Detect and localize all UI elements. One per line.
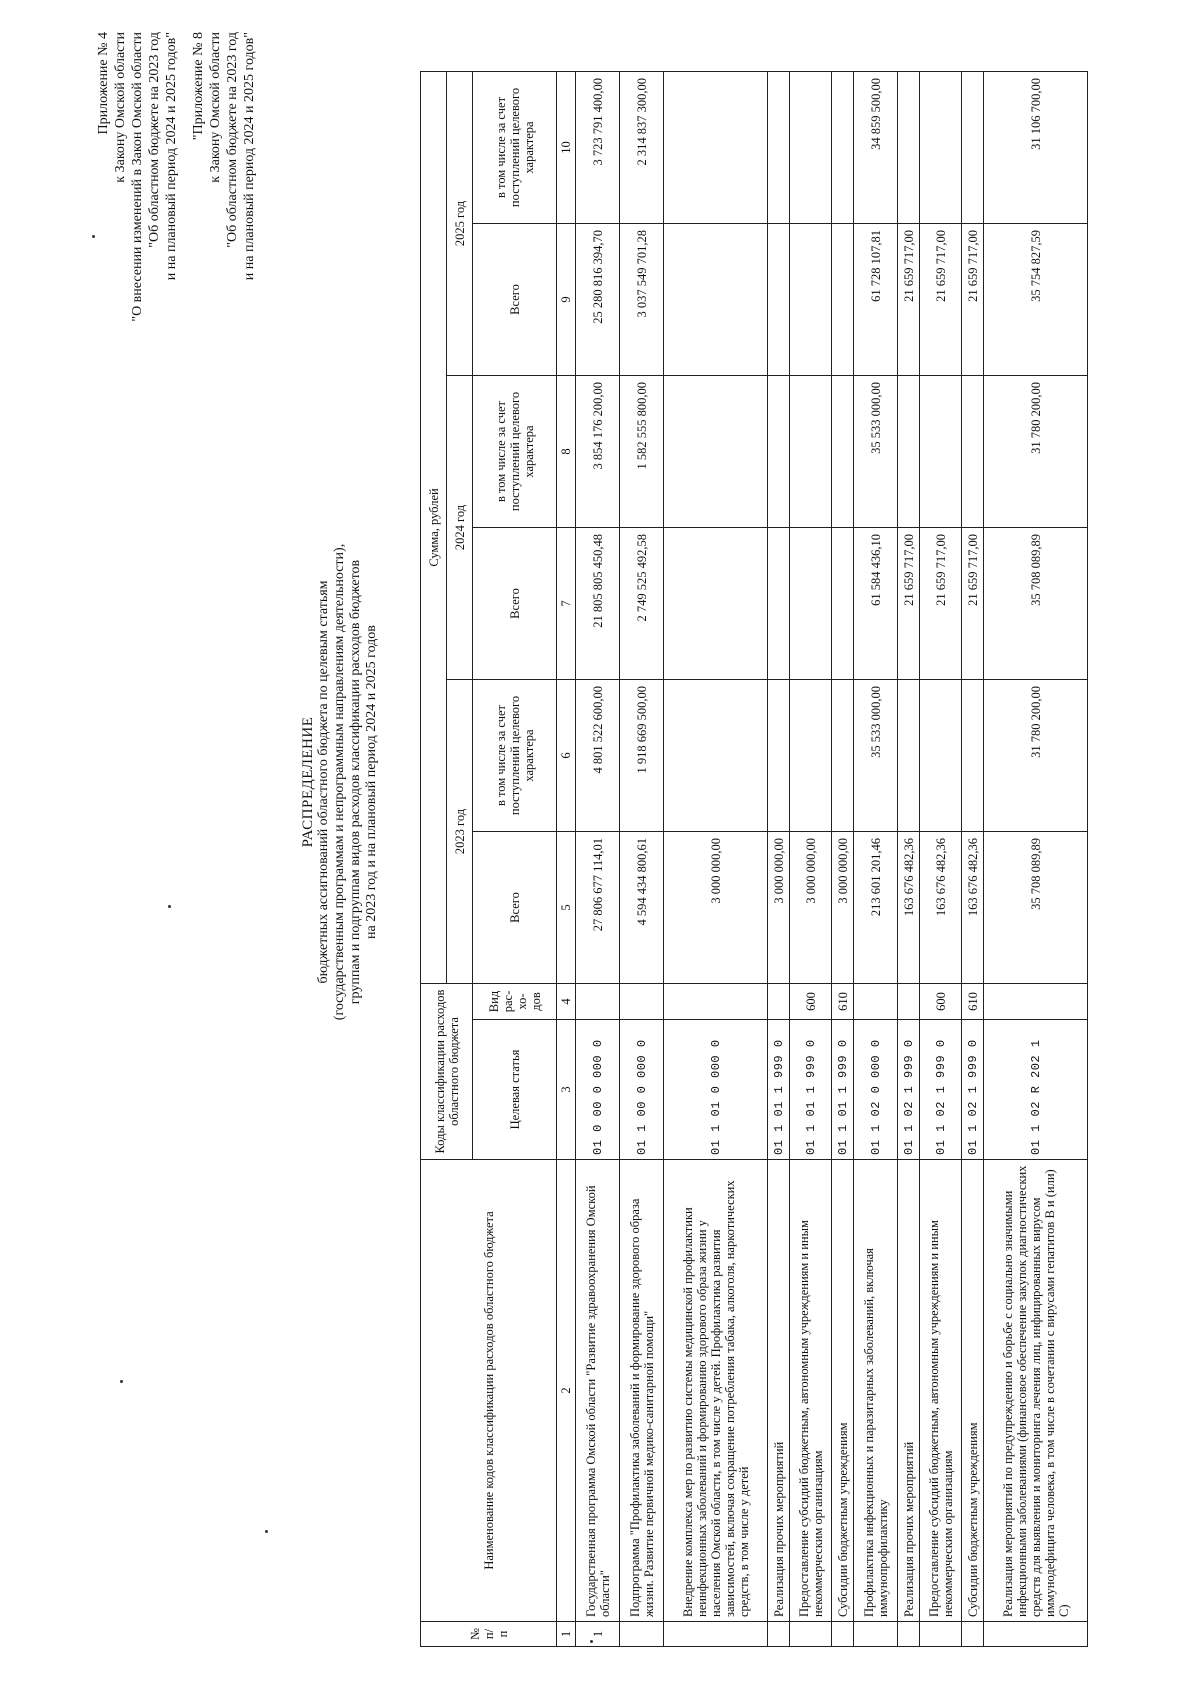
title-line: на 2023 год и на плановый период 2024 и 2025 годов: [364, 625, 379, 939]
incl-2023: 35 533 000,00: [854, 680, 898, 832]
total-2025: [664, 224, 768, 376]
header-incl-2023: в том числе за счет поступлений целевого характера: [473, 680, 557, 832]
total-2024: [790, 528, 832, 680]
row-number: [854, 1622, 898, 1647]
total-2023: 3 000 000,00: [768, 832, 790, 984]
incl-2024: [664, 376, 768, 528]
table-row: [920, 71, 962, 1646]
row-number: [962, 1622, 984, 1647]
target-code: 01 1 02 0 000 0: [854, 1020, 898, 1160]
target-code: 01 1 01 0 000 0: [664, 1020, 768, 1160]
table-row: [962, 71, 984, 1646]
incl-2025: 31 106 700,00: [984, 71, 1088, 223]
appendix-period: и на плановый период 2024 и 2025 годов": [164, 32, 179, 281]
table-row: [790, 71, 832, 1646]
total-2024: [832, 528, 854, 680]
total-2025: 21 659 717,00: [962, 224, 984, 376]
document-title: [300, 432, 380, 1132]
header-incl-2024: в том числе за счет поступлений целевого характера: [473, 376, 557, 528]
incl-2023: [664, 680, 768, 832]
expense-kind: [620, 984, 664, 1020]
row-name: Внедрение комплекса мер по развитию системы медицинской профилактики неинфекционных заболеваний и формированию здорового образа жизни у населения Омской области, в том числе у детей. Профилактика развития зависимостей, включая сокращение потребления табака, алкоголя, наркотических средств, в том числе у детей: [664, 1160, 768, 1622]
table-row: [768, 71, 790, 1646]
incl-2023: [920, 680, 962, 832]
total-2024: 21 805 805 450,48: [576, 528, 620, 680]
row-name: Профилактика инфекционных и паразитарных заболеваний, включая иммунопрофилактику: [854, 1160, 898, 1622]
row-number: [832, 1622, 854, 1647]
incl-2025: [790, 71, 832, 223]
total-2025: 61 728 107,81: [854, 224, 898, 376]
row-name: Субсидии бюджетным учреждениям: [832, 1160, 854, 1622]
row-name: Реализация мероприятий по предупреждению и борьбе с социально значимыми инфекционными заболеваниями (финансовое обеспечение закупок диагностических средств для выявления и мониторинга лечения лиц, инфицированных вирусом иммунодефицита человека, в том числе в сочетании с вирусами гепатитов B и (или) C): [984, 1160, 1088, 1622]
target-code: 01 1 02 1 999 0: [962, 1020, 984, 1160]
total-2025: 35 754 827,59: [984, 224, 1088, 376]
total-2023: 163 676 482,36: [920, 832, 962, 984]
total-2023: 3 000 000,00: [664, 832, 768, 984]
row-name: Реализация прочих мероприятий: [898, 1160, 920, 1622]
total-2025: [832, 224, 854, 376]
column-number: 6: [557, 680, 576, 832]
expense-kind: [984, 984, 1088, 1020]
incl-2024: 31 780 200,00: [984, 376, 1088, 528]
expense-kind: 610: [962, 984, 984, 1020]
incl-2023: [790, 680, 832, 832]
total-2024: 2 749 525 492,58: [620, 528, 664, 680]
target-code: 01 1 02 1 999 0: [898, 1020, 920, 1160]
total-2024: 21 659 717,00: [898, 528, 920, 680]
row-number: [664, 1622, 768, 1647]
row-number: [620, 1622, 664, 1647]
total-2025: 21 659 717,00: [898, 224, 920, 376]
incl-2025: [962, 71, 984, 223]
incl-2023: 31 780 200,00: [984, 680, 1088, 832]
incl-2025: [768, 71, 790, 223]
appendix-number: Приложение № 4: [96, 32, 111, 135]
target-code: 01 0 00 0 000 0: [576, 1020, 620, 1160]
incl-2024: [898, 376, 920, 528]
row-number: [790, 1622, 832, 1647]
incl-2025: [920, 71, 962, 223]
table-row: [664, 71, 768, 1646]
expense-kind: 610: [832, 984, 854, 1020]
appendix-period: и на плановый период 2024 и 2025 годов": [242, 32, 257, 281]
title-line: (государственным программам и непрограммным направлениям деятельности),: [332, 543, 347, 1021]
column-number: 7: [557, 528, 576, 680]
table-row: [898, 71, 920, 1646]
appendix-number: "Приложение № 8: [191, 32, 206, 141]
title-line: бюджетных ассигнований областного бюджета по целевым статьям: [316, 580, 331, 984]
incl-2024: 35 533 000,00: [854, 376, 898, 528]
incl-2023: 4 801 522 600,00: [576, 680, 620, 832]
title-line: группам и подгруппам видов расходов классификации расходов бюджетов: [348, 559, 363, 1005]
header-total-2024: Всего: [473, 528, 557, 680]
incl-2024: [790, 376, 832, 528]
header-year-2024: 2024 год: [447, 376, 473, 680]
incl-2024: [768, 376, 790, 528]
header-total-2025: Всего: [473, 224, 557, 376]
incl-2025: [898, 71, 920, 223]
incl-2024: [832, 376, 854, 528]
appendix-law: к Закону Омской области: [208, 32, 223, 183]
total-2023: 3 000 000,00: [832, 832, 854, 984]
column-number: 8: [557, 376, 576, 528]
total-2024: 21 659 717,00: [920, 528, 962, 680]
total-2025: [768, 224, 790, 376]
row-number: 1: [576, 1622, 620, 1647]
header-num: № п/п: [421, 1622, 557, 1647]
expense-kind: [768, 984, 790, 1020]
row-number: [898, 1622, 920, 1647]
incl-2025: [832, 71, 854, 223]
incl-2025: 34 859 500,00: [854, 71, 898, 223]
incl-2023: [768, 680, 790, 832]
total-2025: [790, 224, 832, 376]
total-2023: 35 708 089,89: [984, 832, 1088, 984]
row-number: [984, 1622, 1088, 1647]
table-row: [854, 71, 898, 1646]
total-2025: 3 037 549 701,28: [620, 224, 664, 376]
header-codes: Коды классификации расходов областного бюджета: [421, 984, 473, 1160]
total-2024: 35 708 089,89: [984, 528, 1088, 680]
total-2023: 3 000 000,00: [790, 832, 832, 984]
table-row: [984, 71, 1088, 1646]
row-name: Предоставление субсидий бюджетным, автономным учреждениям и иным некоммерческим организациям: [920, 1160, 962, 1622]
incl-2024: [962, 376, 984, 528]
incl-2023: 1 918 669 500,00: [620, 680, 664, 832]
expense-kind: [664, 984, 768, 1020]
appendix-budget: "Об областном бюджете на 2023 год: [225, 32, 240, 248]
total-2024: 21 659 717,00: [962, 528, 984, 680]
total-2023: 163 676 482,36: [898, 832, 920, 984]
incl-2025: 2 314 837 300,00: [620, 71, 664, 223]
expense-kind: [898, 984, 920, 1020]
target-code: 01 1 01 1 999 0: [790, 1020, 832, 1160]
column-number: 3: [557, 1020, 576, 1160]
table-row: [620, 71, 664, 1646]
header-year-2025: 2025 год: [447, 71, 473, 375]
column-number: 9: [557, 224, 576, 376]
total-2025: 21 659 717,00: [920, 224, 962, 376]
appendix-header-old: [190, 32, 258, 452]
appendix-amend: "О внесении изменений в Закон Омской области: [130, 32, 145, 322]
incl-2025: [664, 71, 768, 223]
title-heading: РАСПРЕДЕЛЕНИЕ: [300, 716, 316, 848]
header-name: Наименование кодов классификации расходов областного бюджета: [421, 1160, 557, 1622]
column-number: 1: [557, 1622, 576, 1647]
total-2023: 163 676 482,36: [962, 832, 984, 984]
incl-2023: [898, 680, 920, 832]
appendix-law: к Закону Омской области: [113, 32, 128, 183]
column-number: 5: [557, 832, 576, 984]
budget-table: [420, 71, 1088, 1647]
column-number: 10: [557, 71, 576, 223]
table-row: [576, 71, 620, 1646]
appendix-header-new: [95, 32, 180, 452]
total-2023: 27 806 677 114,01: [576, 832, 620, 984]
total-2024: [768, 528, 790, 680]
expense-kind: [854, 984, 898, 1020]
expense-kind: 600: [920, 984, 962, 1020]
incl-2023: [832, 680, 854, 832]
header-target: Целевая статья: [473, 1020, 557, 1160]
table-row: [832, 71, 854, 1646]
header-sum: Сумма, рублей: [421, 71, 447, 983]
total-2024: 61 584 436,10: [854, 528, 898, 680]
appendix-budget: "Об областном бюджете на 2023 год: [147, 32, 162, 248]
incl-2024: [920, 376, 962, 528]
header-kind: Вид рас-хо-дов: [473, 984, 557, 1020]
column-number: 4: [557, 984, 576, 1020]
column-number-row: [557, 71, 576, 1646]
total-2024: [664, 528, 768, 680]
target-code: 01 1 00 0 000 0: [620, 1020, 664, 1160]
row-name: Государственная программа Омской области "Развитие здравоохранения Омской области": [576, 1160, 620, 1622]
header-incl-2025: в том числе за счет поступлений целевого характера: [473, 71, 557, 223]
incl-2023: [962, 680, 984, 832]
row-number: [768, 1622, 790, 1647]
row-name: Подпрограмма "Профилактика заболеваний и формирование здорового образа жизни. Развитие первичной медико-санитарной помощи": [620, 1160, 664, 1622]
row-name: Реализация прочих мероприятий: [768, 1160, 790, 1622]
header-total-2023: Всего: [473, 832, 557, 984]
header-year-2023: 2023 год: [447, 680, 473, 984]
row-name: Субсидии бюджетным учреждениям: [962, 1160, 984, 1622]
incl-2025: 3 723 791 400,00: [576, 71, 620, 223]
total-2025: 25 280 816 394,70: [576, 224, 620, 376]
total-2023: 213 601 201,46: [854, 832, 898, 984]
row-number: [920, 1622, 962, 1647]
total-2023: 4 594 434 800,61: [620, 832, 664, 984]
incl-2024: 1 582 555 800,00: [620, 376, 664, 528]
target-code: 01 1 02 1 999 0: [920, 1020, 962, 1160]
expense-kind: 600: [790, 984, 832, 1020]
incl-2024: 3 854 176 200,00: [576, 376, 620, 528]
target-code: 01 1 01 1 999 0: [768, 1020, 790, 1160]
table-body: [576, 71, 1088, 1646]
row-name: Предоставление субсидий бюджетным, автономным учреждениям и иным некоммерческим организациям: [790, 1160, 832, 1622]
expense-kind: [576, 984, 620, 1020]
column-number: 2: [557, 1160, 576, 1622]
target-code: 01 1 01 1 999 0: [832, 1020, 854, 1160]
target-code: 01 1 02 R 202 1: [984, 1020, 1088, 1160]
